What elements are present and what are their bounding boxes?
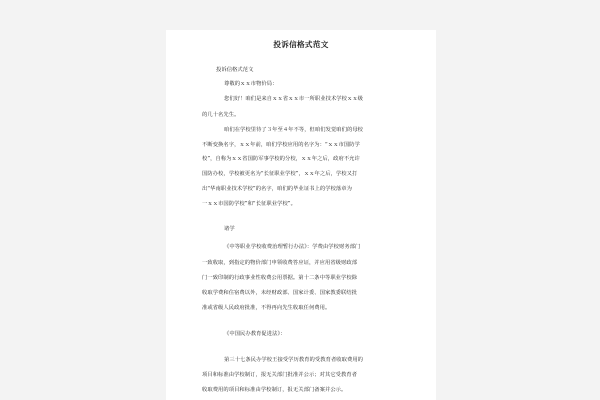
text-line: 《中等职业学校收费治理暂行办法》：学费由学校财务部门 [224, 244, 361, 250]
document-title: 投诉信格式范文 [273, 40, 329, 49]
text-line: 投诉信格式范文 [216, 67, 254, 73]
text-line: 一致收取，到指定的物价部门申领收费答应证，并应用省级财政部 [202, 260, 358, 266]
document-page [166, 30, 436, 400]
text-line: 收取学费和住宿费以外，未经财政部、国家计委、国家教委联结批 [202, 290, 358, 296]
text-line: 咱们在学校里待了３年至４年不等，但咱们发觉咱们的母校 [224, 127, 364, 133]
text-line: 第三十七条民办学校王接受学历教育的受教育者收取费用的 [224, 357, 364, 363]
text-line: 《中国民办教育促进法》： [224, 331, 286, 337]
text-line: 一ｘｘ市国防学校”和“长征职业学校”。 [202, 201, 296, 207]
text-line: 的几十名先生。 [202, 112, 240, 118]
text-line: 您们好！咱们是来自ｘｘ省ｘｘ市一所职业技术学校ｘｘ级 [224, 96, 364, 102]
text-line: 准或省级人民政府批准，不得再向先生收取任何费用。 [202, 305, 331, 311]
text-line: 校”，自称为ｘｘ省国防军事学校的分校，ｘｘ年之后，政府不允许 [202, 156, 360, 162]
text-line: 尊敬的ｘｘ市物价局： [224, 81, 278, 87]
text-line: 出“华南职业技术学校”的名字，咱们的毕业证书上的学校落章为 [202, 186, 352, 192]
text-line: 不断变换名字，ｘｘ年前，咱们学校应用的名字为：“ｘｘ市国防学 [202, 142, 360, 148]
text-line: 诸学 [224, 226, 235, 232]
text-line: 收取费用的项目和标准由学校制订，报无关部门备案并公示。 [202, 387, 347, 393]
text-line: 项目和标准由学校制订，报无关部门批准并公示；对其它受教育者 [202, 372, 358, 378]
text-line: 门一致印制的行政事业性收费公用票据。第十二条中等职业学校除 [202, 275, 358, 281]
text-line: 国防办校，学校被更名为“长征职业学校”，ｘｘ年之后，学校又打 [202, 171, 358, 177]
